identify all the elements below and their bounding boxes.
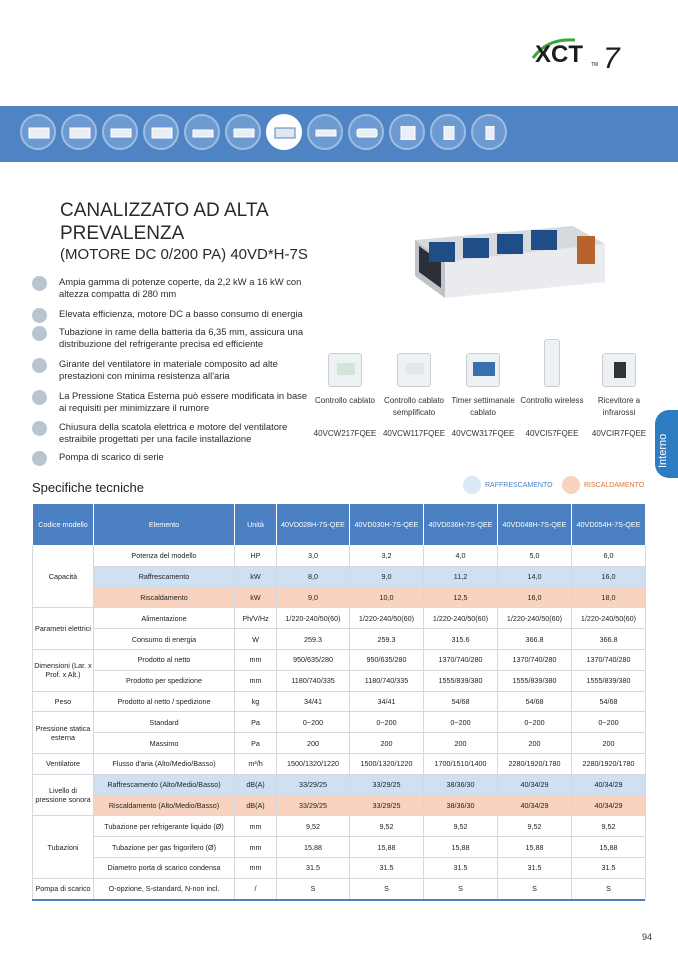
group-label: Pompa di scarico [33, 878, 94, 899]
value-cell: S [498, 878, 572, 899]
value-cell: 1/220-240/50(60) [572, 608, 646, 629]
item-cell: Prodotto per spedizione [94, 670, 235, 691]
wireless-remote-icon [544, 339, 560, 387]
value-cell: 0~200 [498, 712, 572, 733]
table-row [33, 857, 646, 878]
group-label: Dimensioni (Lar. x Prof. x Alt.) [33, 649, 94, 691]
fan-impeller-icon [32, 358, 47, 373]
page-number: 94 [642, 932, 653, 942]
logo-text: XCT [535, 41, 583, 68]
duct-medium-icon[interactable] [225, 114, 261, 150]
value-cell: 1370/740/280 [498, 649, 572, 670]
value-cell: 16,0 [572, 566, 646, 587]
value-cell: 315.6 [424, 629, 498, 650]
table-bottom-rule [32, 899, 645, 901]
value-cell: 1555/839/380 [572, 670, 646, 691]
table-row [33, 878, 646, 899]
logo-number: 7 [603, 42, 620, 74]
cassette-compact-icon[interactable] [61, 114, 97, 150]
value-cell: S [424, 878, 498, 899]
value-cell: 9,52 [424, 816, 498, 837]
value-cell: 40/34/29 [572, 795, 646, 816]
value-cell: 1555/839/380 [498, 670, 572, 691]
table-row [33, 629, 646, 650]
item-cell: Riscaldamento (Alto/Medio/Basso) [94, 795, 235, 816]
unit-cell: / [235, 878, 277, 899]
column-header: Codice modello [33, 504, 94, 546]
value-cell: 33/29/25 [277, 774, 350, 795]
product-title: CANALIZZATO AD ALTA PREVALENZA [60, 200, 268, 244]
table-row [33, 566, 646, 587]
value-cell: 54/68 [424, 691, 498, 712]
value-cell: 9,0 [350, 566, 424, 587]
wired-controller-icon [328, 353, 362, 387]
group-label: Capacità [33, 546, 94, 608]
ceiling-floor-icon[interactable] [307, 114, 343, 150]
cassette-one-way-icon[interactable] [102, 114, 138, 150]
table-row [33, 608, 646, 629]
value-cell: 40/34/29 [498, 774, 572, 795]
value-cell: 9,0 [277, 587, 350, 608]
value-cell: 40/34/29 [572, 774, 646, 795]
group-label: Parametri elettrici [33, 608, 94, 650]
specs-table [32, 503, 646, 900]
unit-cell: kW [235, 587, 277, 608]
table-row [33, 753, 646, 774]
value-cell: 200 [572, 733, 646, 754]
static-pressure-icon [32, 390, 47, 405]
unit-cell: HP [235, 546, 277, 567]
value-cell: 15,88 [498, 837, 572, 858]
item-cell: Raffrescamento (Alto/Medio/Basso) [94, 774, 235, 795]
value-cell: 1370/740/280 [424, 649, 498, 670]
value-cell: 18,0 [572, 587, 646, 608]
controller-item: Timer settimanale cablato 40VCW317FQEE [448, 353, 518, 387]
group-label: Tubazioni [33, 816, 94, 878]
unit-cell: mm [235, 837, 277, 858]
column-header: Elemento [94, 504, 235, 546]
unit-cell: mm [235, 857, 277, 878]
column-header: 40VD048H-7S-QEE [498, 504, 572, 546]
value-cell: 34/41 [350, 691, 424, 712]
unit-cell: Pa [235, 733, 277, 754]
value-cell: 11,2 [424, 566, 498, 587]
weekly-timer-icon [466, 353, 500, 387]
value-cell: 1/220-240/50(60) [277, 608, 350, 629]
value-cell: 33/29/25 [277, 795, 350, 816]
value-cell: 16,0 [498, 587, 572, 608]
value-cell: 12,5 [424, 587, 498, 608]
value-cell: 200 [277, 733, 350, 754]
table-row [33, 774, 646, 795]
unit-cell: m³/h [235, 753, 277, 774]
table-header-row [33, 504, 646, 546]
item-cell: Prodotto al netto / spedizione [94, 691, 235, 712]
legend-cooling: RAFFRESCAMENTO [463, 476, 553, 494]
controller-item: Controllo wireless 40VCI57FQEE [517, 353, 587, 387]
controller-item: Controllo cablato semplificato 40VCW117FQEE [379, 353, 449, 387]
column-header: Unità [235, 504, 277, 546]
value-cell: 33/29/25 [350, 795, 424, 816]
floor-standing-icon[interactable] [430, 114, 466, 150]
wall-mounted-icon[interactable] [348, 114, 384, 150]
value-cell: 15,88 [277, 837, 350, 858]
product-type-banner [0, 106, 678, 162]
unit-cell: mm [235, 816, 277, 837]
controller-item: Ricevitore a infrarossi 40VCIR7FQEE [584, 353, 654, 387]
unit-cell: Pa [235, 712, 277, 733]
item-cell: Massimo [94, 733, 235, 754]
value-cell: 2280/1920/1780 [498, 753, 572, 774]
value-cell: 1/220-240/50(60) [350, 608, 424, 629]
value-cell: 1/220-240/50(60) [424, 608, 498, 629]
value-cell: 1180/740/335 [350, 670, 424, 691]
controller-item: Controllo cablato 40VCW217FQEE [310, 353, 380, 387]
value-cell: 1370/740/280 [572, 649, 646, 670]
value-cell: 31.5 [498, 857, 572, 878]
table-row [33, 670, 646, 691]
console-icon[interactable] [389, 114, 425, 150]
copper-pipe-icon [32, 326, 47, 341]
value-cell: 9,52 [277, 816, 350, 837]
item-cell: Consumo di energia [94, 629, 235, 650]
value-cell: 366.8 [572, 629, 646, 650]
value-cell: 8,0 [277, 566, 350, 587]
specs-title: Specifiche tecniche [32, 480, 145, 495]
value-cell: 0~200 [350, 712, 424, 733]
item-cell: Tubazione per gas frigorifero (Ø) [94, 837, 235, 858]
value-cell: 54/68 [572, 691, 646, 712]
unit-cell: dB(A) [235, 774, 277, 795]
specs-table-body [33, 546, 646, 900]
cassette-icon[interactable] [20, 114, 56, 150]
item-cell: Potenza del modello [94, 546, 235, 567]
table-row [33, 712, 646, 733]
drain-pump-icon [32, 451, 47, 466]
table-row [33, 837, 646, 858]
unit-cell: mm [235, 649, 277, 670]
dc-motor-icon [32, 308, 47, 323]
item-cell: O-opzione, S-standard, N-non incl. [94, 878, 235, 899]
value-cell: S [277, 878, 350, 899]
simplified-controller-icon [397, 353, 431, 387]
value-cell: S [350, 878, 424, 899]
value-cell: 3,0 [277, 546, 350, 567]
value-cell: 0~200 [572, 712, 646, 733]
value-cell: 259.3 [277, 629, 350, 650]
value-cell: 5,0 [498, 546, 572, 567]
column-header: 40VD028H-7S-QEE [277, 504, 350, 546]
duct-slim-icon[interactable] [184, 114, 220, 150]
item-cell: Prodotto al netto [94, 649, 235, 670]
value-cell: 0~200 [424, 712, 498, 733]
column-header: 40VD030H-7S-QEE [350, 504, 424, 546]
value-cell: 54/68 [498, 691, 572, 712]
xct7-logo [527, 30, 637, 74]
item-cell: Riscaldamento [94, 587, 235, 608]
table-row [33, 691, 646, 712]
unit-cell: kW [235, 566, 277, 587]
value-cell: 31.5 [350, 857, 424, 878]
value-cell: 200 [424, 733, 498, 754]
value-cell: 2280/1920/1780 [572, 753, 646, 774]
value-cell: 15,88 [350, 837, 424, 858]
value-cell: 200 [498, 733, 572, 754]
group-label: Livello di pressione sonora [33, 774, 94, 816]
value-cell: 38/36/30 [424, 774, 498, 795]
unit-cell: mm [235, 670, 277, 691]
item-cell: Standard [94, 712, 235, 733]
value-cell: 40/34/29 [498, 795, 572, 816]
cassette-round-icon[interactable] [143, 114, 179, 150]
unit-cell: W [235, 629, 277, 650]
group-label: Peso [33, 691, 94, 712]
table-row [33, 587, 646, 608]
value-cell: 1/220-240/50(60) [498, 608, 572, 629]
value-cell: 1180/740/335 [277, 670, 350, 691]
value-cell: 38/36/30 [424, 795, 498, 816]
value-cell: 3,2 [350, 546, 424, 567]
column-icon[interactable] [471, 114, 507, 150]
ir-receiver-icon [602, 353, 636, 387]
table-row [33, 816, 646, 837]
value-cell: 950/635/280 [277, 649, 350, 670]
duct-unit-image [405, 212, 610, 302]
table-row [33, 649, 646, 670]
value-cell: 950/635/280 [350, 649, 424, 670]
value-cell: 9,52 [572, 816, 646, 837]
value-cell: 33/29/25 [350, 774, 424, 795]
value-cell: 9,52 [498, 816, 572, 837]
value-cell: 1500/1320/1220 [350, 753, 424, 774]
group-label: Pressione statica esterna [33, 712, 94, 754]
maintenance-icon [32, 421, 47, 436]
value-cell: 31.5 [277, 857, 350, 878]
legend-heating: RISCALDAMENTO [562, 476, 644, 494]
value-cell: 1555/839/380 [424, 670, 498, 691]
value-cell: 10,0 [350, 587, 424, 608]
table-row [33, 733, 646, 754]
value-cell: 6,0 [572, 546, 646, 567]
value-cell: S [572, 878, 646, 899]
value-cell: 200 [350, 733, 424, 754]
section-tab-interno[interactable]: Interno [655, 410, 678, 478]
table-row [33, 795, 646, 816]
group-label: Ventilatore [33, 753, 94, 774]
value-cell: 0~200 [277, 712, 350, 733]
item-cell: Alimentazione [94, 608, 235, 629]
value-cell: 31.5 [424, 857, 498, 878]
value-cell: 15,88 [424, 837, 498, 858]
product-subtitle: (MOTORE DC 0/200 PA) 40VD*H-7S [60, 246, 308, 263]
duct-high-pressure-icon[interactable] [266, 114, 302, 150]
unit-cell: kg [235, 691, 277, 712]
value-cell: 4,0 [424, 546, 498, 567]
item-cell: Raffrescamento [94, 566, 235, 587]
column-header: 40VD054H-7S-QEE [572, 504, 646, 546]
snowflake-icon [463, 476, 481, 494]
value-cell: 366.8 [498, 629, 572, 650]
value-cell: 1700/1510/1400 [424, 753, 498, 774]
value-cell: 31.5 [572, 857, 646, 878]
item-cell: Diametro porta di scarico condensa [94, 857, 235, 878]
unit-cell: dB(A) [235, 795, 277, 816]
logo-tm: TM [591, 62, 599, 68]
sun-icon [562, 476, 580, 494]
value-cell: 9,52 [350, 816, 424, 837]
value-cell: 259.3 [350, 629, 424, 650]
capacity-range-icon [32, 276, 47, 291]
value-cell: 1500/1320/1220 [277, 753, 350, 774]
item-cell: Tubazione per refrigerante liquido (Ø) [94, 816, 235, 837]
value-cell: 15,88 [572, 837, 646, 858]
value-cell: 14,0 [498, 566, 572, 587]
unit-cell: Ph/V/Hz [235, 608, 277, 629]
value-cell: 34/41 [277, 691, 350, 712]
item-cell: Flusso d'aria (Alto/Medio/Basso) [94, 753, 235, 774]
column-header: 40VD036H-7S-QEE [424, 504, 498, 546]
table-row [33, 546, 646, 567]
